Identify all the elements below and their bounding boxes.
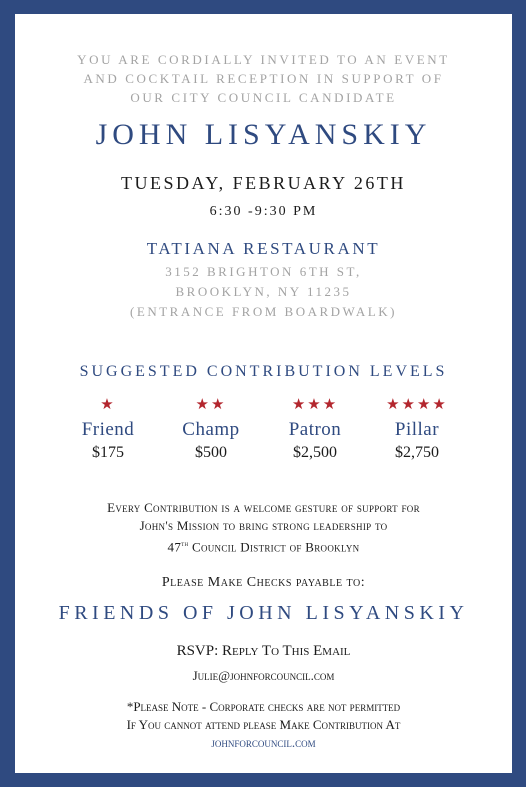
- address-line-3: (ENTRANCE FROM BOARDWALK): [130, 304, 397, 319]
- invite-line-3: OUR CITY COUNCIL CANDIDATE: [130, 90, 397, 105]
- rsvp-email[interactable]: Julie@johnforcouncil.com: [192, 668, 335, 683]
- tier-name: Pillar: [394, 419, 440, 440]
- message-line-1: Every Contribution is a welcome gesture of support for: [107, 500, 420, 515]
- ordinal-suffix: th: [181, 540, 189, 548]
- venue-name: TATIANA RESTAURANT: [146, 239, 381, 258]
- tier-patron: [260, 396, 370, 464]
- tier-friend: [53, 396, 163, 464]
- website-link[interactable]: johnforcouncil.com: [211, 735, 316, 750]
- message-line-2: John's Mission to bring strong leadership to: [139, 518, 388, 533]
- tier-name: Patron: [288, 419, 342, 440]
- candidate-name: JOHN LISYANSKIY: [95, 118, 432, 151]
- district-text: Council District of Brooklyn: [188, 539, 360, 555]
- support-message: [15, 499, 512, 556]
- invite-line-2: AND COCKTAIL RECEPTION IN SUPPORT OF: [83, 71, 444, 86]
- invitation-card: [15, 14, 512, 773]
- event-date: TUESDAY, FEBRUARY 26TH: [121, 173, 406, 193]
- address-line-1: 3152 BRIGHTON 6TH ST,: [165, 264, 362, 279]
- tier-name: Friend: [81, 419, 135, 440]
- tier-name: Champ: [182, 419, 240, 440]
- invite-line-1: YOU ARE CORDIALLY INVITED TO AN EVENT: [77, 52, 450, 67]
- star-icon: ★★: [195, 397, 227, 413]
- district-number: 47: [167, 539, 182, 555]
- tier-amount: $175: [92, 444, 124, 461]
- rsvp-label: RSVP: Reply To This Email: [176, 643, 351, 659]
- checks-payable-label: Please Make Checks payable to:: [161, 575, 366, 590]
- event-time: 6:30 -9:30 PM: [209, 204, 318, 219]
- venue-address: [15, 262, 512, 322]
- tier-amount: $2,500: [293, 444, 337, 461]
- tier-champ: [156, 396, 266, 464]
- star-icon: ★: [100, 397, 116, 413]
- message-line-3: [15, 535, 512, 556]
- tier-amount: $500: [195, 444, 227, 461]
- tier-pillar: [362, 396, 472, 464]
- tier-amount: $2,750: [395, 444, 439, 461]
- address-line-2: BROOKLYN, NY 11235: [175, 284, 352, 299]
- star-icon: ★★★: [291, 397, 339, 413]
- contribution-levels-title: SUGGESTED CONTRIBUTION LEVELS: [79, 363, 448, 380]
- payee-name: FRIENDS OF JOHN LISYANSKIY: [58, 602, 469, 624]
- invitation-intro: [15, 50, 512, 107]
- corporate-note: [15, 698, 512, 752]
- note-line-2: If You cannot attend please Make Contribution At: [126, 717, 401, 732]
- star-icon: ★★★★: [386, 397, 448, 413]
- note-line-1: *Please Note - Corporate checks are not permitted: [126, 699, 401, 714]
